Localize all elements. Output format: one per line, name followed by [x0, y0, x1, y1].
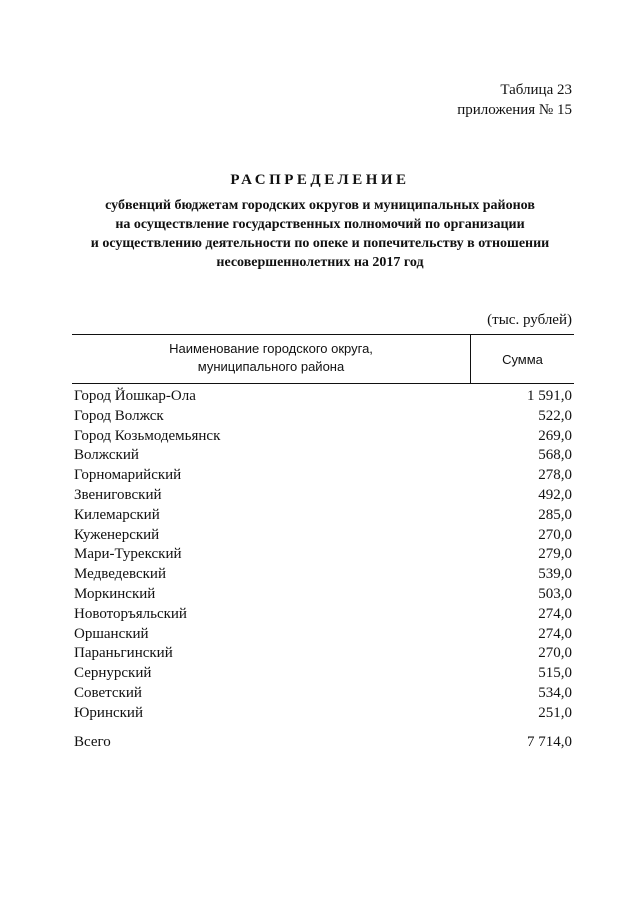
amount-value: 251,0: [538, 704, 572, 721]
subtitle-line: и осуществлению деятельности по опеке и попечительству в отношении: [90, 236, 550, 251]
document-subtitle: [60, 196, 580, 272]
column-header-sum: Сумма: [502, 351, 543, 367]
table-row: [74, 664, 574, 684]
district-name: Советский: [74, 684, 142, 701]
district-name: Сернурский: [74, 665, 152, 682]
total-label: Всего: [74, 734, 111, 750]
table-row: [74, 704, 574, 724]
amount-value: 534,0: [538, 684, 572, 701]
table-row: [74, 644, 574, 664]
table-row: [74, 387, 574, 407]
subtitle-line: несовершеннолетних на 2017 год: [216, 255, 424, 270]
table-row: [74, 486, 574, 506]
amount-value: 492,0: [538, 486, 572, 503]
table-row: [74, 605, 574, 625]
column-header-name: [72, 335, 471, 383]
amount-value: 503,0: [538, 585, 572, 602]
column-header-name-line1: Наименование городского округа,: [169, 341, 373, 356]
district-name: Город Козьмодемьянск: [74, 427, 221, 444]
district-name: Звениговский: [74, 486, 162, 503]
amount-value: 522,0: [538, 407, 572, 424]
amount-value: 285,0: [538, 506, 572, 523]
table-body: [74, 387, 574, 724]
table-header: [72, 334, 574, 384]
table-row: [74, 585, 574, 605]
table-row: [74, 506, 574, 526]
table-row: [74, 625, 574, 645]
district-name: Мари-Турекский: [74, 546, 182, 563]
amount-value: 270,0: [538, 526, 572, 543]
district-name: Новоторъяльский: [74, 605, 187, 622]
amount-value: 515,0: [538, 665, 572, 682]
document-title: РАСПРЕДЕЛЕНИЕ: [230, 172, 410, 188]
subtitle-line: субвенций бюджетам городских округов и муниципальных районов: [105, 198, 535, 213]
total-row: [74, 733, 574, 752]
units-label: (тыс. рублей): [487, 312, 572, 328]
table-row: [74, 466, 574, 486]
district-name: Параньгинский: [74, 645, 173, 662]
amount-value: 539,0: [538, 566, 572, 583]
table-number: Таблица 23: [500, 82, 572, 98]
amount-value: 274,0: [538, 605, 572, 622]
appendix-number: приложения № 15: [457, 102, 572, 118]
table-row: [74, 526, 574, 546]
table-reference-block: [457, 80, 572, 120]
district-name: Город Йошкар-Ола: [74, 388, 196, 404]
amount-value: 568,0: [538, 447, 572, 464]
subtitle-line: на осуществление государственных полномочий по организации: [115, 217, 525, 232]
table-row: [74, 427, 574, 447]
amount-value: 1 591,0: [527, 388, 572, 404]
district-name: Медведевский: [74, 566, 166, 583]
district-name: Оршанский: [74, 625, 149, 642]
amount-value: 278,0: [538, 467, 572, 484]
district-name: Горномарийский: [74, 467, 182, 484]
column-header-name-line2: муниципального района: [197, 359, 345, 374]
amount-value: 269,0: [538, 427, 572, 444]
district-name: Моркинский: [74, 585, 156, 602]
amount-value: 270,0: [538, 645, 572, 662]
table-row: [74, 684, 574, 704]
table-row: [74, 446, 574, 466]
amount-value: 274,0: [538, 625, 572, 642]
table-row: [74, 565, 574, 585]
district-name: Килемарский: [74, 506, 160, 523]
table-row: [74, 545, 574, 565]
district-name: Куженерский: [74, 526, 160, 543]
total-value: 7 714,0: [527, 734, 572, 750]
district-name: Юринский: [74, 704, 143, 721]
district-name: Волжский: [74, 447, 139, 464]
district-name: Город Волжск: [74, 407, 164, 424]
amount-value: 279,0: [538, 546, 572, 563]
table-row: [74, 407, 574, 427]
